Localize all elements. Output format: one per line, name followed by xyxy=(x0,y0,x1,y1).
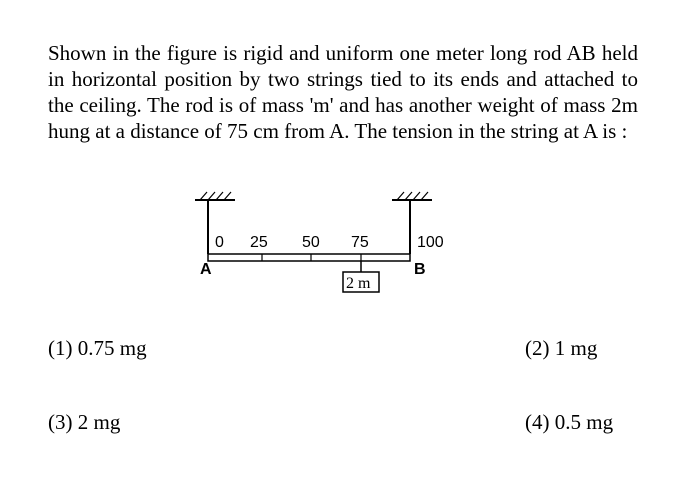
scale-label-0: 0 xyxy=(215,234,224,251)
scale-label-75: 75 xyxy=(351,234,369,251)
option-text: 1 mg xyxy=(554,336,598,360)
end-label-a: A xyxy=(200,261,212,278)
question-text: Shown in the figure is rigid and uniform one meter long rod AB held in horizontal position by two strings tied to its ends and attached to the ceiling. The rod is of mass 'm' and has another weight of mass 2m hung at a distance of 75 cm from A. The tension in the string at A is : xyxy=(48,41,638,143)
option-1[interactable] xyxy=(48,335,147,361)
option-number: (4) xyxy=(525,410,550,434)
end-label-b: B xyxy=(414,261,426,278)
option-number: (2) xyxy=(525,336,550,360)
option-number: (3) xyxy=(48,410,73,434)
ceiling-right xyxy=(392,192,432,200)
option-3[interactable] xyxy=(48,409,120,435)
option-2[interactable] xyxy=(525,335,597,361)
scale-label-25: 25 xyxy=(250,234,268,251)
option-text: 2 mg xyxy=(77,410,121,434)
ceiling-left xyxy=(195,192,235,200)
option-text: 0.5 mg xyxy=(554,410,614,434)
option-number: (1) xyxy=(48,336,73,360)
rod-figure xyxy=(180,180,480,300)
option-text: 0.75 mg xyxy=(77,336,147,360)
scale-label-50: 50 xyxy=(302,234,320,251)
rod xyxy=(208,254,410,261)
option-4[interactable] xyxy=(525,409,613,435)
weight-label: 2 m xyxy=(346,275,371,292)
scale-label-100: 100 xyxy=(417,234,444,251)
